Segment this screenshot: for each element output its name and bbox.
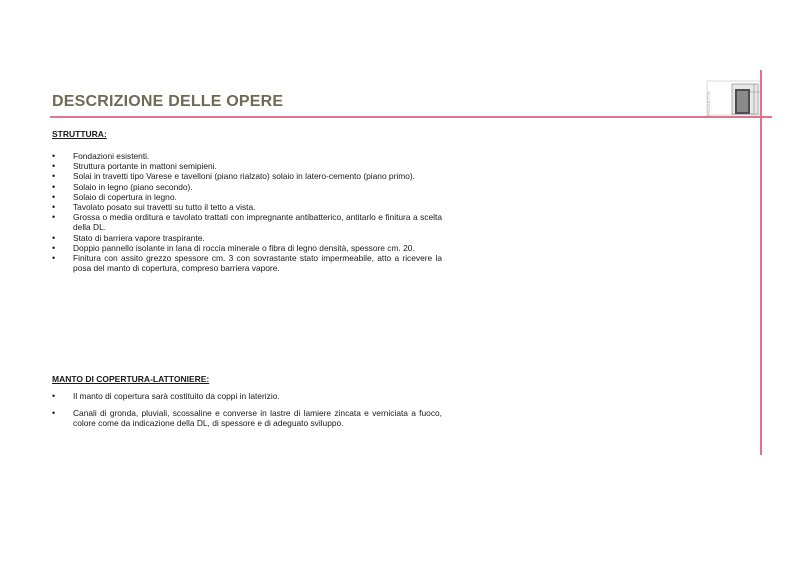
page-title: DESCRIZIONE DELLE OPERE	[52, 93, 284, 110]
margin-rule	[760, 70, 762, 455]
list-item: • Canali di gronda, pluviali, scossaline e converse in lastre di lamiere zincata e verniciata a fuoco, colore come da indicazione della DL, di spessore e di adeguato sviluppo.	[52, 408, 442, 428]
struttura-list	[52, 151, 442, 273]
list-item: • Finitura con assito grezzo spessore cm. 3 con sovrastante stato impermeabile, atto a ricevere la posa del manto di copertura, compreso barriera vapore.	[52, 253, 442, 273]
section-heading-struttura: STRUTTURA:	[52, 129, 107, 139]
list-item: • Doppio pannello isolante in lana di roccia minerale o fibra di legno densità, spessore cm. 20.	[52, 243, 442, 253]
section-heading-manto: MANTO DI COPERTURA-LATTONIERE:	[52, 374, 210, 384]
list-item: • Solai in travetti tipo Varese e tavelloni (piano rialzato) solaio in latero-cemento (piano primo).	[52, 171, 442, 181]
header-rule	[50, 116, 772, 118]
logo-label: PROGETTO	[706, 91, 711, 116]
logo	[706, 80, 762, 116]
list-item: • Tavolato posato sui travetti su tutto il tetto a vista.	[52, 202, 442, 212]
list-item: • Grossa o media orditura e tavolato trattati con impregnante antibatterico, antitarlo e finitura a scelta della DL.	[52, 212, 442, 232]
manto-list	[52, 391, 442, 436]
list-item: • Il manto di copertura sarà costituito da coppi in laterizio.	[52, 391, 442, 401]
list-item: • Stato di barriera vapore traspirante.	[52, 233, 442, 243]
list-item: • Solaio di copertura in legno.	[52, 192, 442, 202]
list-item: • Struttura portante in mattoni semipieni.	[52, 161, 442, 171]
list-item: • Solaio in legno (piano secondo).	[52, 182, 442, 192]
list-item: • Fondazioni esistenti.	[52, 151, 442, 161]
